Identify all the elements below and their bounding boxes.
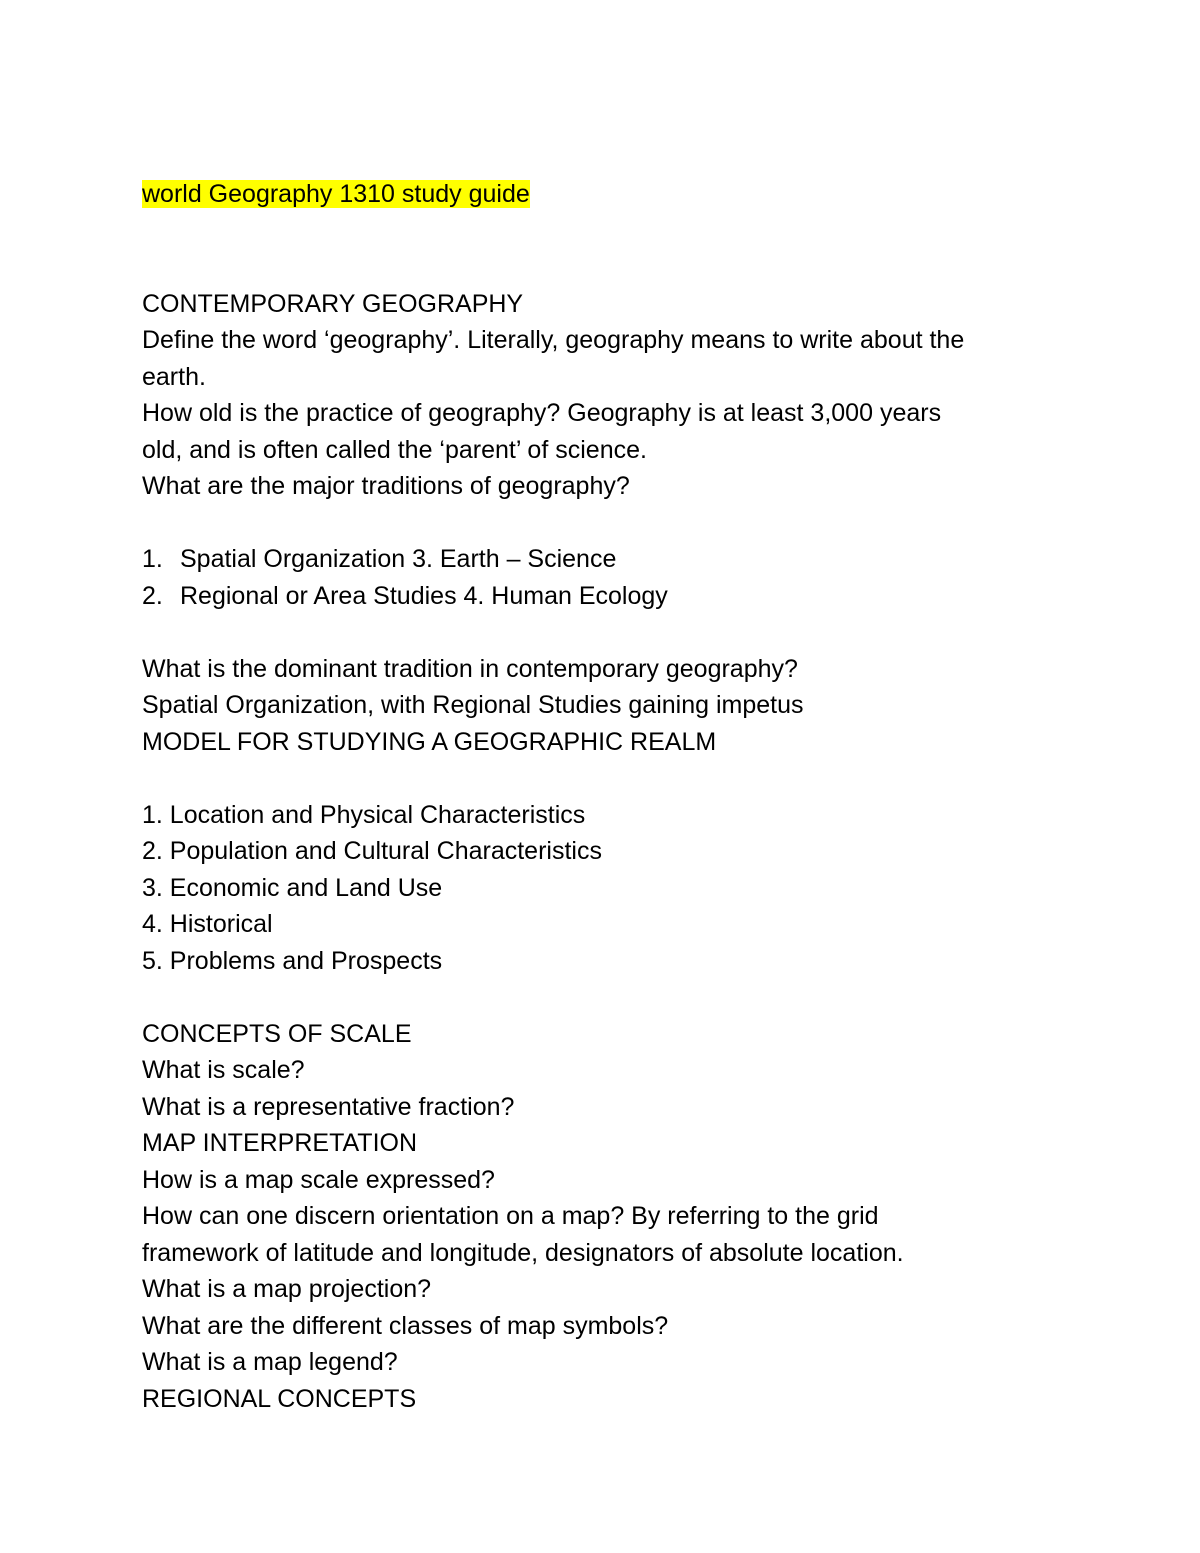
text-line: What is a map legend? [142, 1348, 398, 1376]
text-line: Spatial Organization, with Regional Studies gaining impetus [142, 691, 804, 719]
section-heading-map-interpretation: MAP INTERPRETATION [142, 1129, 418, 1157]
text-line: What is a map projection? [142, 1275, 432, 1303]
text-line: What are the different classes of map symbols? [142, 1311, 669, 1340]
section-heading-model: MODEL FOR STUDYING A GEOGRAPHIC REALM [142, 727, 717, 756]
section-heading-contemporary-geography: CONTEMPORARY GEOGRAPHY [142, 289, 524, 318]
blank-line [142, 213, 1102, 286]
text-line: What are the major traditions of geography? [142, 472, 630, 500]
list-item: 5. Problems and Prospects [142, 946, 443, 975]
list-item: 3. Economic and Land Use [142, 873, 443, 902]
text-line: How old is the practice of geography? Geography is at least 3,000 years [142, 399, 942, 427]
list-item: 1. Location and Physical Characteristics [142, 800, 586, 829]
title-highlight: world Geography 1310 study guide [142, 180, 530, 208]
text-line: How is a map scale expressed? [142, 1165, 495, 1194]
section-heading-concepts-of-scale: CONCEPTS OF SCALE [142, 1019, 412, 1048]
blank-line [142, 614, 1102, 651]
text-line: framework of latitude and longitude, designators of absolute location. [142, 1238, 904, 1267]
text-line: Define the word ‘geography’. Literally, geography means to write about the [142, 326, 965, 354]
list-item-tradition [142, 541, 1102, 578]
text-line: What is a representative fraction? [142, 1092, 515, 1121]
blank-line [142, 505, 1102, 542]
list-item: 2. Population and Cultural Characteristics [142, 837, 602, 865]
list-text: Spatial Organization 3. Earth – Science [180, 545, 617, 573]
text-line: How can one discern orientation on a map? By referring to the grid [142, 1202, 879, 1230]
document-body [142, 176, 1102, 1417]
text-line: What is scale? [142, 1056, 305, 1084]
list-text: Regional or Area Studies 4. Human Ecology [180, 581, 668, 610]
list-number: 2. [142, 581, 163, 610]
document-title [142, 176, 1102, 213]
list-item: 4. Historical [142, 910, 273, 938]
section-heading-regional-concepts: REGIONAL CONCEPTS [142, 1384, 417, 1413]
text-line: old, and is often called the ‘parent’ of science. [142, 435, 647, 464]
text-line: What is the dominant tradition in contemporary geography? [142, 654, 798, 683]
blank-line [142, 979, 1102, 1016]
list-item-tradition [142, 578, 1102, 615]
list-number: 1. [142, 545, 163, 573]
text-line: earth. [142, 362, 206, 391]
blank-line [142, 760, 1102, 797]
